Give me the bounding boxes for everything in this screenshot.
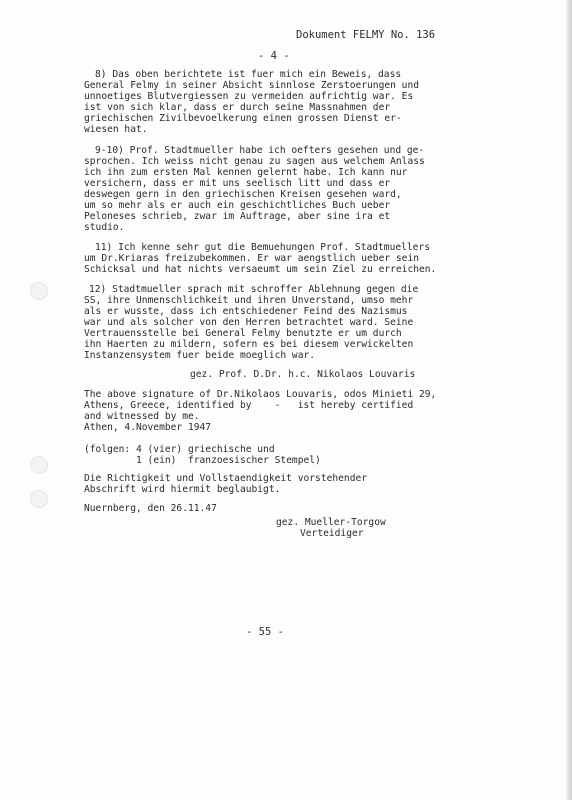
page-edge-shadow	[566, 0, 572, 800]
paragraph-line: Instanzensystem fuer beide moeglich war.	[84, 350, 316, 361]
counsel-name: gez. Mueller-Torgow	[276, 517, 386, 528]
stamps-line: (folgen: 4 (vier) griechische und	[84, 444, 275, 455]
paragraph-line: 12) Stadtmueller sprach mit schroffer Ablehnung gegen die	[89, 284, 419, 295]
counsel-title: Verteidiger	[300, 528, 364, 539]
paragraph-line: griechischen Zivilbevoelkerung einen grossen Dienst er-	[84, 113, 402, 124]
paragraph-line: studio.	[84, 222, 125, 233]
paragraph-line: deswegen gern in den griechischen Kreisen gesehen ward,	[84, 189, 402, 200]
paragraph-line: war und als solcher von den Herren betrachtet ward. Seine	[84, 317, 414, 328]
paragraph-line: Vertrauensstelle bei General Felmy benutzte er um durch	[84, 328, 402, 339]
paragraph-line: Peloneses schrieb, zwar im Auftrage, aber sine ira et	[84, 211, 391, 222]
punch-hole-middle	[30, 456, 48, 474]
certification-line: The above signature of Dr.Nikolaos Louvaris, odos Minieti 29,	[84, 389, 437, 400]
certification-line: Athen, 4.November 1947	[84, 422, 212, 433]
paragraph-line: 8) Das oben berichtete ist fuer mich ein Beweis, dass	[95, 69, 402, 80]
certification-line: Athens, Greece, identified by - ist hereby certified	[84, 400, 414, 411]
punch-hole-lower	[30, 490, 48, 508]
paragraph-line: unnoetiges Blutvergiessen zu vermeiden aufrichtig war. Es	[84, 91, 414, 102]
punch-hole-upper	[30, 282, 48, 300]
page-marker: - 4 -	[258, 50, 290, 62]
footer-page-number: - 55 -	[246, 626, 284, 638]
certification-line: and witnessed by me.	[84, 411, 200, 422]
attestation-line: Die Richtigkeit und Vollstaendigkeit vorstehender	[84, 473, 368, 484]
attestation-line: Abschrift wird hiermit beglaubigt.	[84, 484, 281, 495]
place-date: Nuernberg, den 26.11.47	[84, 503, 217, 514]
paragraph-line: um so mehr als er auch ein geschichtliches Buch ueber	[84, 200, 391, 211]
paragraph-line: versichern, dass er mit uns seelisch litt und dass er	[84, 178, 391, 189]
paragraph-line: Schicksal und hat nichts versaeumt um sein Ziel zu erreichen.	[84, 264, 437, 275]
paragraph-line: wiesen hat.	[84, 124, 148, 135]
paragraph-line: um Dr.Kriaras freizubekommen. Er war aengstlich ueber sein	[84, 253, 420, 264]
paragraph-line: ist von sich klar, dass er durch seine Massnahmen der	[84, 102, 391, 113]
paragraph-line: als er wusste, dass ich entschiedener Feind des Nazismus	[84, 306, 408, 317]
paragraph-line: 9-10) Prof. Stadtmueller habe ich oefters gesehen und ge-	[95, 145, 425, 156]
stamps-line: 1 (ein) franzoesischer Stempel)	[84, 455, 321, 466]
paragraph-line: SS, ihre Unmenschlichkeit und ihren Unverstand, umso mehr	[84, 295, 414, 306]
paragraph-line: ich ihn zum ersten Mal kennen gelernt habe. Ich kann nur	[84, 167, 408, 178]
paragraph-line: 11) Ich kenne sehr gut die Bemuehungen Prof. Stadtmuellers	[95, 242, 431, 253]
paragraph-line: General Felmy in seiner Absicht sinnlose Zerstoerungen und	[84, 80, 420, 91]
paragraph-line: ihn Haerten zu mildern, sofern es bei diesem verwickelten	[84, 339, 414, 350]
signature-line: gez. Prof. D.Dr. h.c. Nikolaos Louvaris	[190, 369, 416, 380]
document-reference: Dokument FELMY No. 136	[296, 29, 436, 41]
paragraph-line: sprochen. Ich weiss nicht genau zu sagen aus welchem Anlass	[84, 156, 425, 167]
